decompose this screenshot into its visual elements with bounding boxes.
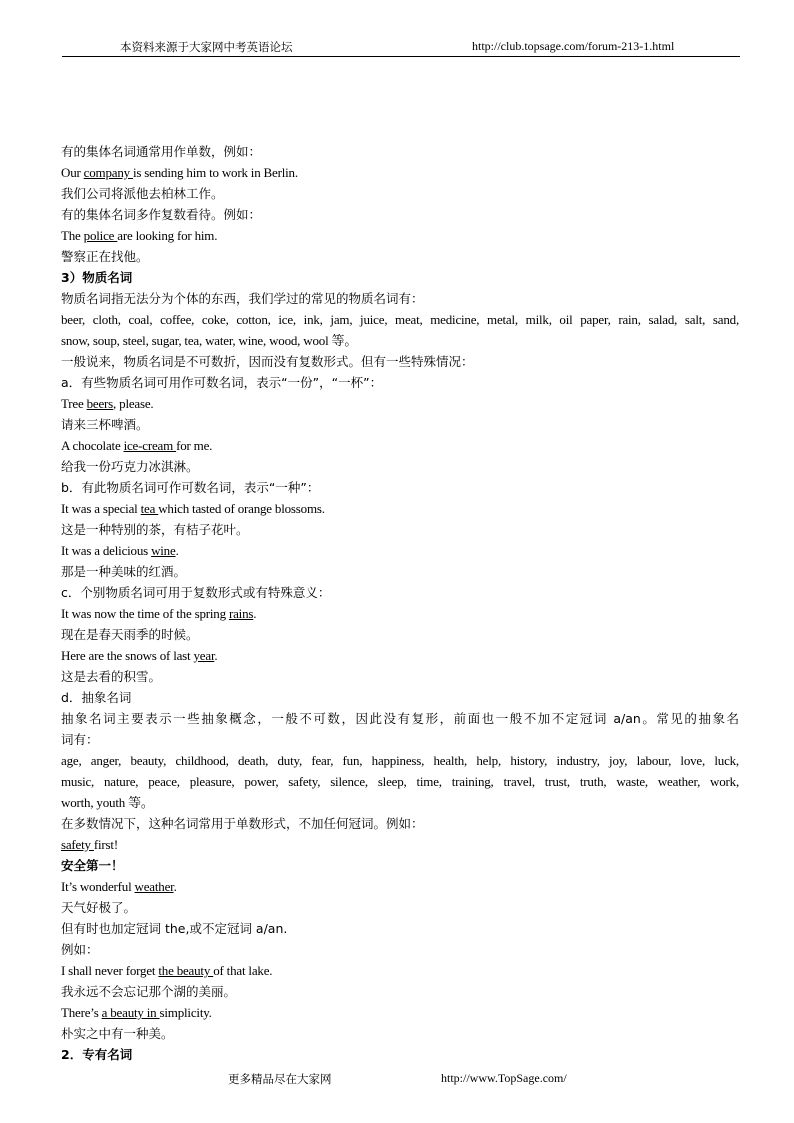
chinese-text-line (61, 687, 739, 708)
text-segment: , please. (113, 396, 154, 411)
chinese-text-line (61, 456, 739, 477)
chinese-text-line (61, 477, 739, 498)
header-source-text: 本资料来源于大家网中考英语论坛 (120, 40, 293, 54)
text-segment: A chocolate (61, 438, 124, 453)
text-segment: 这是一种特别的茶，有桔子花叶。 (61, 522, 249, 537)
chinese-text-line (61, 351, 739, 372)
text-segment: It was now the time of the spring (61, 606, 229, 621)
text-segment: It’s wonderful (61, 879, 135, 894)
text-segment: 但有时也加定冠词 the,或不定冠词 a/an. (61, 921, 288, 936)
text-segment: first! (93, 837, 118, 852)
text-segment: 那是一种美味的红酒。 (61, 564, 187, 579)
text-segment: 2．专有名词 (61, 1047, 133, 1062)
chinese-text-line (61, 561, 739, 582)
text-segment: I shall never forget (61, 963, 159, 978)
english-example-line (61, 645, 739, 666)
underlined-keyword: ice-cream (123, 438, 177, 453)
page-header (62, 38, 740, 57)
text-segment: music, nature, peace, pleasure, power, safety, silence, sleep, time, training, travel, trust, truth, waste, weather, work, (61, 774, 739, 789)
text-segment: 有的集体名词通常用作单数，例如： (61, 144, 262, 159)
text-segment: 给我一份巧克力冰淇淋。 (61, 459, 199, 474)
english-example-line (61, 393, 739, 414)
text-segment: 现在是春天雨季的时候。 (61, 627, 199, 642)
underlined-keyword: the beauty (158, 963, 214, 978)
text-segment: There’s (61, 1005, 102, 1020)
chinese-text-line (61, 288, 739, 309)
text-segment: are looking for him. (117, 228, 218, 243)
chinese-text-line (61, 582, 739, 603)
english-example-line (61, 330, 739, 351)
text-segment: It was a special (61, 501, 141, 516)
chinese-text-line (61, 414, 739, 435)
text-segment: Here are the snows of last (61, 648, 194, 663)
chinese-text-line (61, 939, 739, 960)
underlined-keyword: a beauty in (101, 1005, 160, 1020)
chinese-text-line (61, 246, 739, 267)
english-example-line (61, 225, 739, 246)
text-segment: 警察正在找他。 (61, 249, 149, 264)
text-segment: 在多数情况下，这种名词常用于单数形式，不加任何冠词。例如： (61, 816, 424, 831)
header-url[interactable]: http://club.topsage.com/forum-213-1.html (472, 39, 675, 53)
text-segment: 抽象名词主要表示一些抽象概念，一般不可数，因此没有复形，前面也一般不加不定冠词 a/an。常见的抽象名 (61, 711, 739, 726)
text-segment: d．抽象名词 (61, 690, 132, 705)
text-segment: is sending him to work in Berlin. (132, 165, 298, 180)
chinese-text-line (61, 1023, 739, 1044)
underlined-keyword: safety (61, 837, 94, 852)
text-segment: 有的集体名词多作复数看待。例如： (61, 207, 262, 222)
chinese-text-line (61, 729, 739, 750)
chinese-text-line (61, 855, 739, 876)
text-segment: snow, soup, steel, sugar, tea, water, wine, wood, wool 等。 (61, 333, 358, 348)
text-segment: 我永远不会忘记那个湖的美丽。 (61, 984, 237, 999)
chinese-text-line (61, 267, 739, 288)
english-example-line (61, 540, 739, 561)
english-example-line (61, 834, 739, 855)
english-example-line (61, 498, 739, 519)
text-segment: Tree (61, 396, 87, 411)
underlined-keyword: year (193, 648, 215, 663)
text-segment: 这是去看的积雪。 (61, 669, 162, 684)
english-example-line (61, 771, 739, 792)
text-segment: of that lake. (213, 963, 273, 978)
english-example-line (61, 309, 739, 330)
text-segment: 请来三杯啤酒。 (61, 417, 149, 432)
chinese-text-line (61, 981, 739, 1002)
text-segment: a．有些物质名词可用作可数名词，表示“一份”，“一杯”： (61, 375, 383, 390)
chinese-text-line (61, 918, 739, 939)
underlined-keyword: wine (151, 543, 176, 558)
chinese-text-line (61, 708, 739, 729)
english-example-line (61, 435, 739, 456)
chinese-text-line (61, 204, 739, 225)
english-example-line (61, 792, 739, 813)
chinese-text-line (61, 624, 739, 645)
text-segment: It was a delicious (61, 543, 152, 558)
chinese-text-line (61, 897, 739, 918)
text-segment: . (175, 543, 179, 558)
english-example-line (61, 603, 739, 624)
underlined-keyword: beers (86, 396, 114, 411)
english-example-line (61, 876, 739, 897)
text-segment: beer, cloth, coal, coffee, coke, cotton, ice, ink, jam, juice, meat, medicine, metal, milk, oil paper, rain, salad, salt, sand, (61, 312, 739, 327)
english-example-line (61, 750, 739, 771)
underlined-keyword: police (83, 228, 118, 243)
underlined-keyword: tea (140, 501, 159, 516)
footer-text: 更多精品尽在大家网 (228, 1072, 332, 1086)
text-segment: simplicity. (159, 1005, 212, 1020)
chinese-text-line (61, 183, 739, 204)
text-segment: which tasted of orange blossoms. (158, 501, 325, 516)
text-segment: 物质名词指无法分为个体的东西，我们学过的常见的物质名词有： (61, 291, 424, 306)
chinese-text-line (61, 372, 739, 393)
text-segment: . (214, 648, 218, 663)
document-body (61, 141, 739, 1065)
chinese-text-line (61, 666, 739, 687)
text-segment: age, anger, beauty, childhood, death, duty, fear, fun, happiness, health, help, history, industry, joy, labour, love, luck, (61, 753, 739, 768)
english-example-line (61, 960, 739, 981)
text-segment: 我们公司将派他去柏林工作。 (61, 186, 224, 201)
text-segment: for me. (176, 438, 213, 453)
text-segment: b．有此物质名词可作可数名词，表示“一种”： (61, 480, 320, 495)
text-segment: 词有： (61, 732, 99, 747)
chinese-text-line (61, 141, 739, 162)
english-example-line (61, 1002, 739, 1023)
text-segment: 朴实之中有一种美。 (61, 1026, 174, 1041)
text-segment: 一般说来，物质名词是不可数折，因而没有复数形式。但有一些特殊情况： (61, 354, 474, 369)
underlined-keyword: rains (228, 606, 254, 621)
text-segment: 安全第一！ (61, 858, 124, 873)
underlined-keyword: weather (134, 879, 174, 894)
text-segment: Our (61, 165, 84, 180)
chinese-text-line (61, 519, 739, 540)
text-segment: 例如： (61, 942, 99, 957)
text-segment: 天气好极了。 (61, 900, 137, 915)
chinese-text-line (61, 1044, 739, 1065)
text-segment: The (61, 228, 84, 243)
underlined-keyword: company (83, 165, 133, 180)
footer-url[interactable]: http://www.TopSage.com/ (441, 1071, 567, 1085)
text-segment: 3）物质名词 (61, 270, 133, 285)
chinese-text-line (61, 813, 739, 834)
text-segment: . (253, 606, 257, 621)
text-segment: . (173, 879, 177, 894)
english-example-line (61, 162, 739, 183)
text-segment: worth, youth 等。 (61, 795, 154, 810)
text-segment: c．个别物质名词可用于复数形式或有特殊意义： (61, 585, 331, 600)
